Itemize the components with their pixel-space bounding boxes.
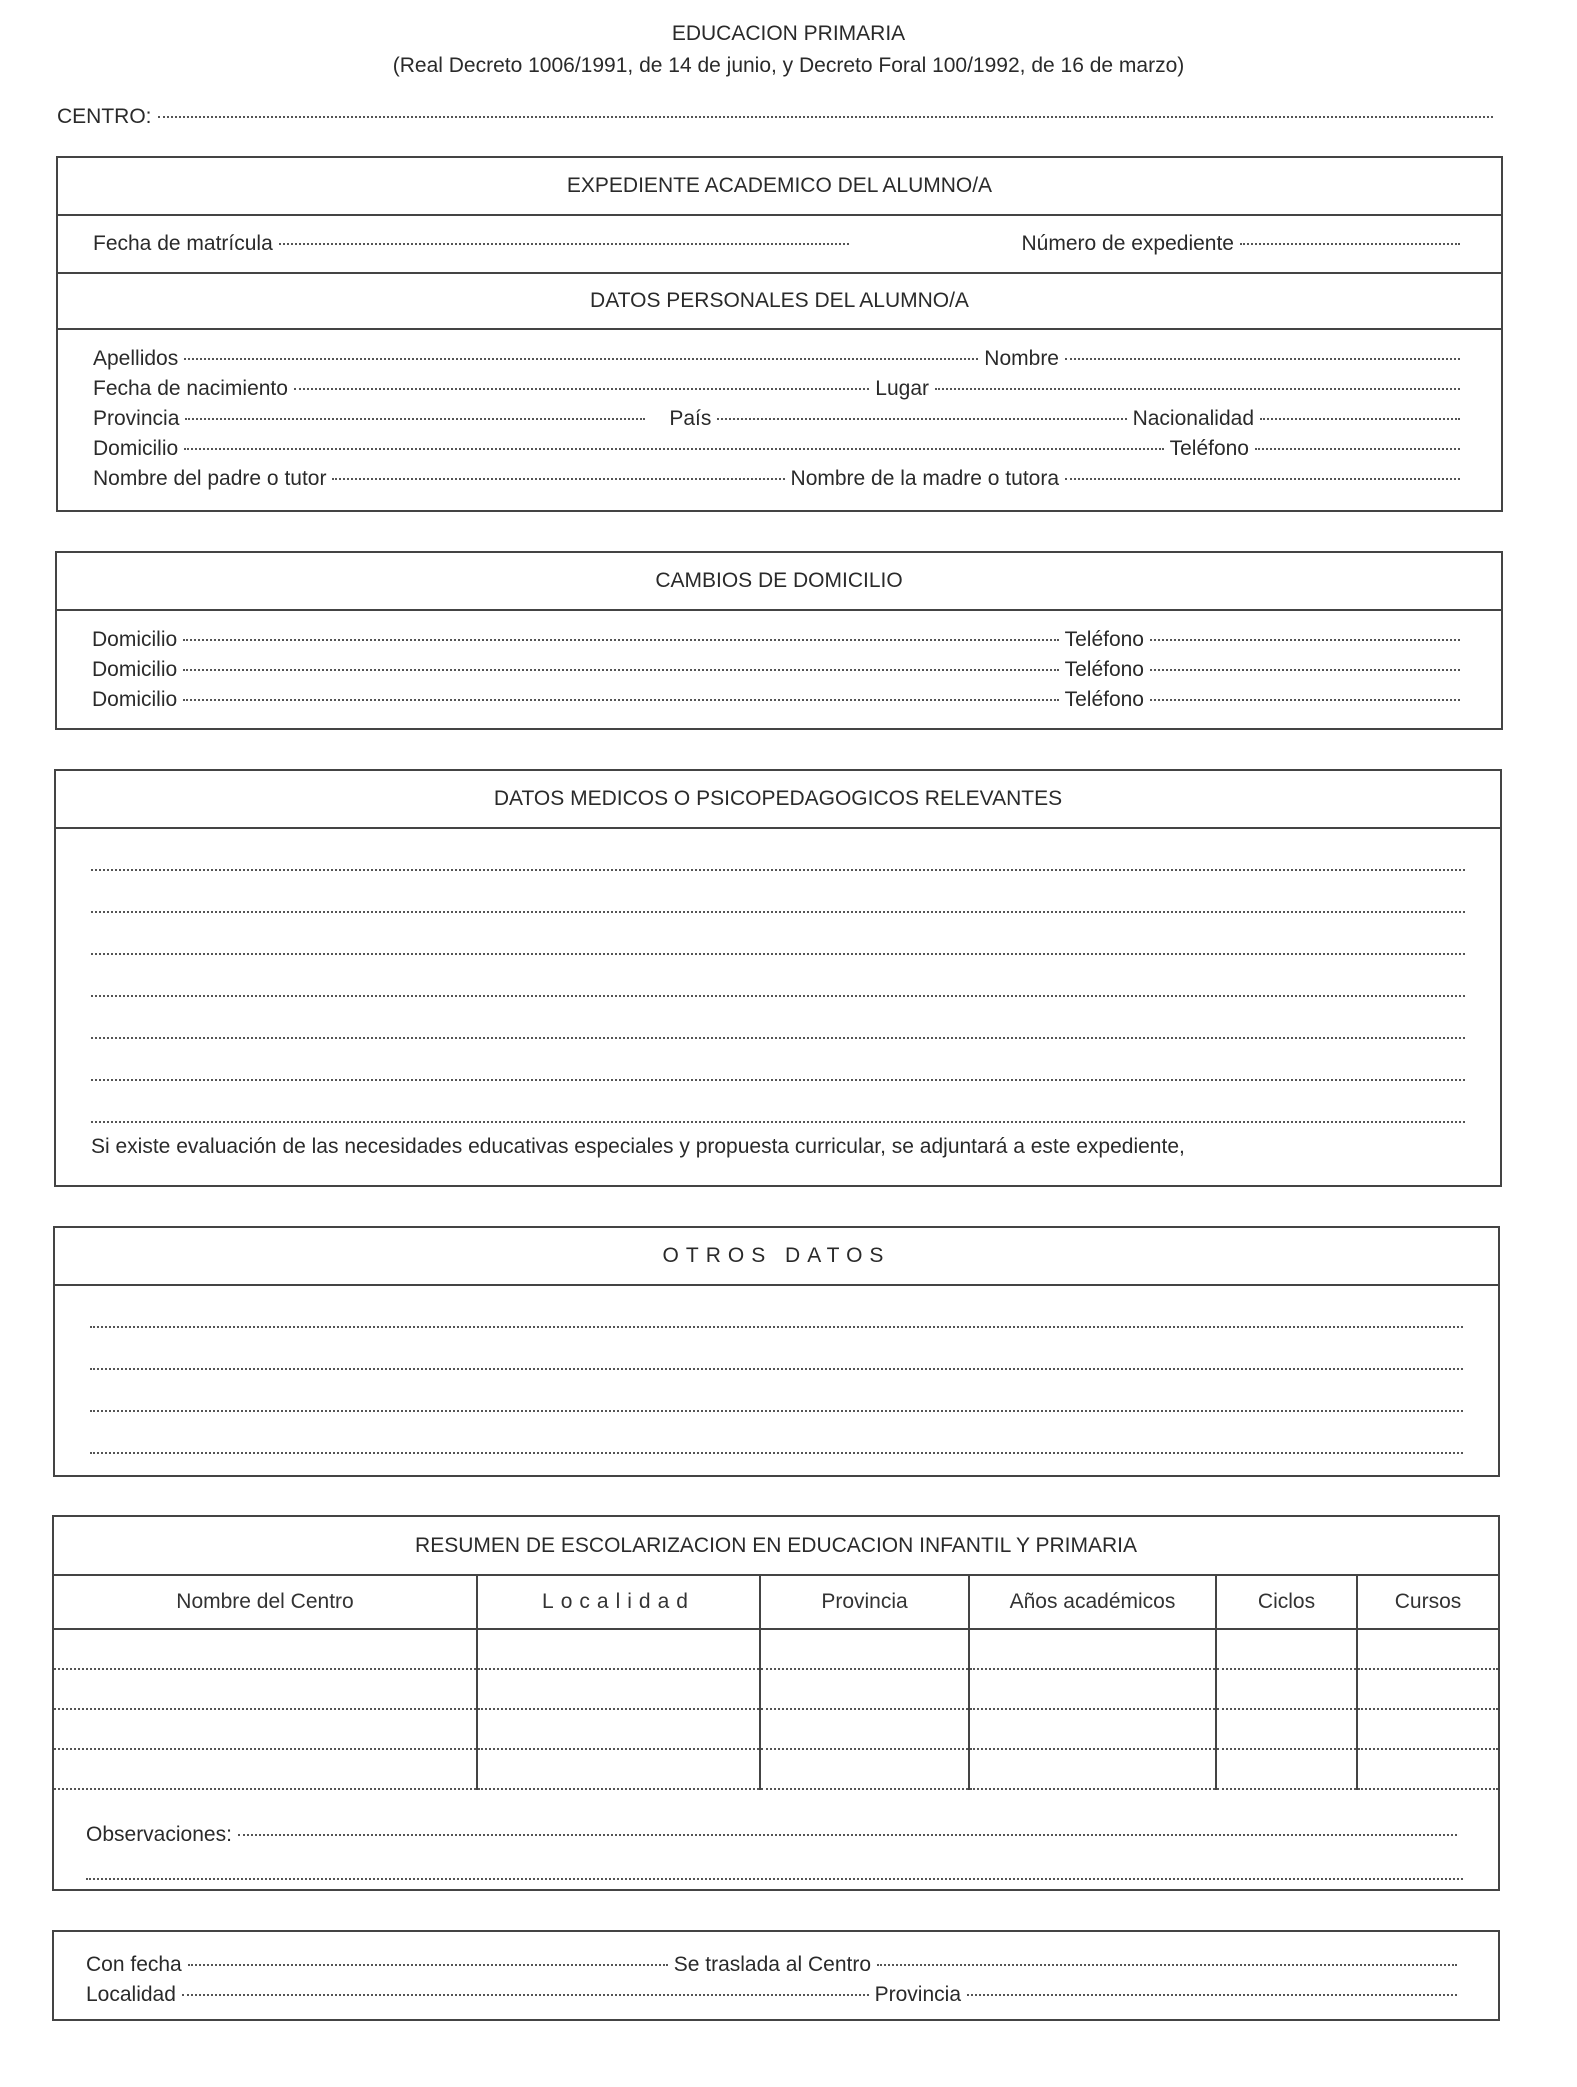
apellidos-row — [58, 344, 1501, 374]
datos-medicos-lines — [56, 829, 1500, 1123]
cambio-telefono-label: Teléfono — [1064, 688, 1144, 711]
table-cell[interactable] — [477, 1669, 760, 1709]
table-row — [54, 1749, 1498, 1789]
nacionalidad-label: Nacionalidad — [1132, 407, 1254, 430]
page-header — [0, 18, 1577, 82]
madre-input[interactable] — [1065, 478, 1460, 480]
table-row — [54, 1669, 1498, 1709]
provincia-input[interactable] — [185, 418, 645, 420]
table-cell[interactable] — [54, 1749, 477, 1789]
cambio-telefono-label: Teléfono — [1064, 628, 1144, 651]
expediente-title: EXPEDIENTE ACADEMICO DEL ALUMNO/A — [58, 158, 1501, 216]
fecha-matricula-input[interactable] — [279, 243, 849, 245]
padre-input[interactable] — [332, 478, 784, 480]
centro-input-line[interactable] — [158, 116, 1494, 118]
escolarizacion-table — [54, 1576, 1498, 1790]
table-cell[interactable] — [1216, 1629, 1357, 1669]
centro-label: CENTRO: — [57, 105, 152, 128]
medicos-input-line[interactable] — [91, 1039, 1465, 1081]
table-cell[interactable] — [969, 1629, 1216, 1669]
traslado-row-1 — [54, 1950, 1498, 1980]
padres-row — [58, 464, 1501, 494]
otros-datos-lines — [55, 1286, 1498, 1454]
otros-input-line[interactable] — [90, 1328, 1463, 1370]
se-traslada-label: Se traslada al Centro — [673, 1953, 872, 1976]
medicos-note: Si existe evaluación de las necesidades educativas especiales y propuesta curricular, se adjuntará a este expediente, — [91, 1135, 1185, 1158]
fecha-nacimiento-input[interactable] — [294, 388, 869, 390]
table-cell[interactable] — [1357, 1709, 1498, 1749]
table-cell[interactable] — [1357, 1669, 1498, 1709]
datos-medicos-section — [54, 769, 1502, 1187]
cambios-domicilio-title: CAMBIOS DE DOMICILIO — [57, 553, 1501, 611]
nombre-input[interactable] — [1065, 358, 1460, 360]
table-cell[interactable] — [1216, 1669, 1357, 1709]
medicos-input-line[interactable] — [91, 997, 1465, 1039]
table-cell[interactable] — [1216, 1749, 1357, 1789]
cambio-domicilio-row — [57, 655, 1501, 685]
table-cell[interactable] — [969, 1749, 1216, 1789]
otros-input-line[interactable] — [90, 1412, 1463, 1454]
table-cell[interactable] — [477, 1749, 760, 1789]
provincia-row — [58, 404, 1501, 434]
page-title: EDUCACION PRIMARIA — [671, 22, 906, 45]
cambio-telefono-input[interactable] — [1150, 699, 1460, 701]
col-nombre-centro: Nombre del Centro — [54, 1576, 477, 1629]
table-cell[interactable] — [477, 1629, 760, 1669]
cambio-domicilio-label: Domicilio — [92, 628, 178, 651]
numero-expediente-input[interactable] — [1240, 243, 1460, 245]
telefono-input[interactable] — [1255, 448, 1460, 450]
padre-label: Nombre del padre o tutor — [93, 467, 327, 490]
cambio-domicilio-label: Domicilio — [92, 688, 178, 711]
numero-expediente-label: Número de expediente — [1021, 232, 1234, 255]
telefono-label: Teléfono — [1169, 437, 1249, 460]
cambio-domicilio-input[interactable] — [183, 669, 1058, 671]
table-header-row — [54, 1576, 1498, 1629]
fecha-matricula-label: Fecha de matrícula — [93, 232, 273, 255]
table-cell[interactable] — [760, 1749, 969, 1789]
medicos-input-line[interactable] — [91, 913, 1465, 955]
table-cell[interactable] — [1216, 1709, 1357, 1749]
lugar-label: Lugar — [875, 377, 929, 400]
table-row — [54, 1709, 1498, 1749]
page-subtitle: (Real Decreto 1006/1991, de 14 de junio, y Decreto Foral 100/1992, de 16 de marzo) — [392, 54, 1185, 77]
apellidos-input[interactable] — [184, 358, 978, 360]
datos-personales-fields — [58, 330, 1501, 494]
pais-input[interactable] — [717, 418, 1126, 420]
domicilio-label: Domicilio — [93, 437, 179, 460]
madre-label: Nombre de la madre o tutora — [790, 467, 1059, 490]
col-cursos: Cursos — [1357, 1576, 1498, 1629]
table-cell[interactable] — [1357, 1749, 1498, 1789]
observaciones-label: Observaciones: — [86, 1823, 232, 1846]
cambio-telefono-input[interactable] — [1150, 669, 1460, 671]
traslado-row-2 — [54, 1980, 1498, 2010]
domicilio-input[interactable] — [184, 448, 1163, 450]
table-row — [54, 1629, 1498, 1669]
traslado-provincia-label: Provincia — [874, 1983, 961, 2006]
se-traslada-input[interactable] — [877, 1964, 1457, 1966]
medicos-input-line[interactable] — [91, 871, 1465, 913]
cambio-domicilio-input[interactable] — [183, 639, 1058, 641]
otros-datos-title: OTROS DATOS — [55, 1228, 1498, 1286]
datos-medicos-title: DATOS MEDICOS O PSICOPEDAGOGICOS RELEVANTES — [56, 771, 1500, 829]
table-cell[interactable] — [1357, 1629, 1498, 1669]
otros-input-line[interactable] — [90, 1286, 1463, 1328]
cambios-domicilio-section — [55, 551, 1503, 730]
traslado-fields — [54, 1932, 1498, 2010]
col-provincia: Provincia — [760, 1576, 969, 1629]
medicos-input-line[interactable] — [91, 1081, 1465, 1123]
observaciones-row — [54, 1820, 1498, 1850]
medicos-input-line[interactable] — [91, 829, 1465, 871]
nacimiento-row — [58, 374, 1501, 404]
cambio-telefono-label: Teléfono — [1064, 658, 1144, 681]
matricula-row — [58, 216, 1501, 272]
table-cell[interactable] — [760, 1629, 969, 1669]
medicos-input-line[interactable] — [91, 955, 1465, 997]
col-anos-academicos: Años académicos — [969, 1576, 1216, 1629]
centro-field[interactable] — [57, 105, 1499, 135]
observaciones-input-line[interactable] — [86, 1850, 1463, 1880]
lugar-input[interactable] — [935, 388, 1460, 390]
datos-personales-title: DATOS PERSONALES DEL ALUMNO/A — [58, 272, 1501, 330]
resumen-title: RESUMEN DE ESCOLARIZACION EN EDUCACION INFANTIL Y PRIMARIA — [54, 1517, 1498, 1576]
pais-label: País — [669, 407, 712, 430]
observaciones-input[interactable] — [238, 1834, 1457, 1836]
otros-datos-section — [53, 1226, 1500, 1477]
con-fecha-label: Con fecha — [86, 1953, 182, 1976]
traslado-provincia-input[interactable] — [967, 1994, 1457, 1996]
cambio-domicilio-label: Domicilio — [92, 658, 178, 681]
cambio-domicilio-row — [57, 685, 1501, 715]
otros-input-line[interactable] — [90, 1370, 1463, 1412]
table-cell[interactable] — [54, 1629, 477, 1669]
nombre-label: Nombre — [984, 347, 1059, 370]
localidad-label: Localidad — [86, 1983, 176, 2006]
table-cell[interactable] — [477, 1709, 760, 1749]
fecha-nacimiento-label: Fecha de nacimiento — [93, 377, 288, 400]
localidad-input[interactable] — [182, 1994, 869, 1996]
cambios-domicilio-fields — [57, 611, 1501, 715]
con-fecha-input[interactable] — [188, 1964, 668, 1966]
cambio-domicilio-input[interactable] — [183, 699, 1058, 701]
resumen-escolarizacion-section — [52, 1515, 1500, 1891]
table-cell[interactable] — [54, 1669, 477, 1709]
table-cell[interactable] — [54, 1709, 477, 1749]
cambio-telefono-input[interactable] — [1150, 639, 1460, 641]
apellidos-label: Apellidos — [93, 347, 179, 370]
domicilio-row — [58, 434, 1501, 464]
expediente-section — [56, 156, 1503, 512]
traslado-section — [52, 1930, 1500, 2021]
col-localidad: Localidad — [477, 1576, 760, 1629]
provincia-label: Provincia — [93, 407, 180, 430]
table-cell[interactable] — [760, 1709, 969, 1749]
table-cell[interactable] — [969, 1709, 1216, 1749]
cambio-domicilio-row — [57, 625, 1501, 655]
table-cell[interactable] — [969, 1669, 1216, 1709]
nacionalidad-input[interactable] — [1260, 418, 1460, 420]
table-cell[interactable] — [760, 1669, 969, 1709]
col-ciclos: Ciclos — [1216, 1576, 1357, 1629]
